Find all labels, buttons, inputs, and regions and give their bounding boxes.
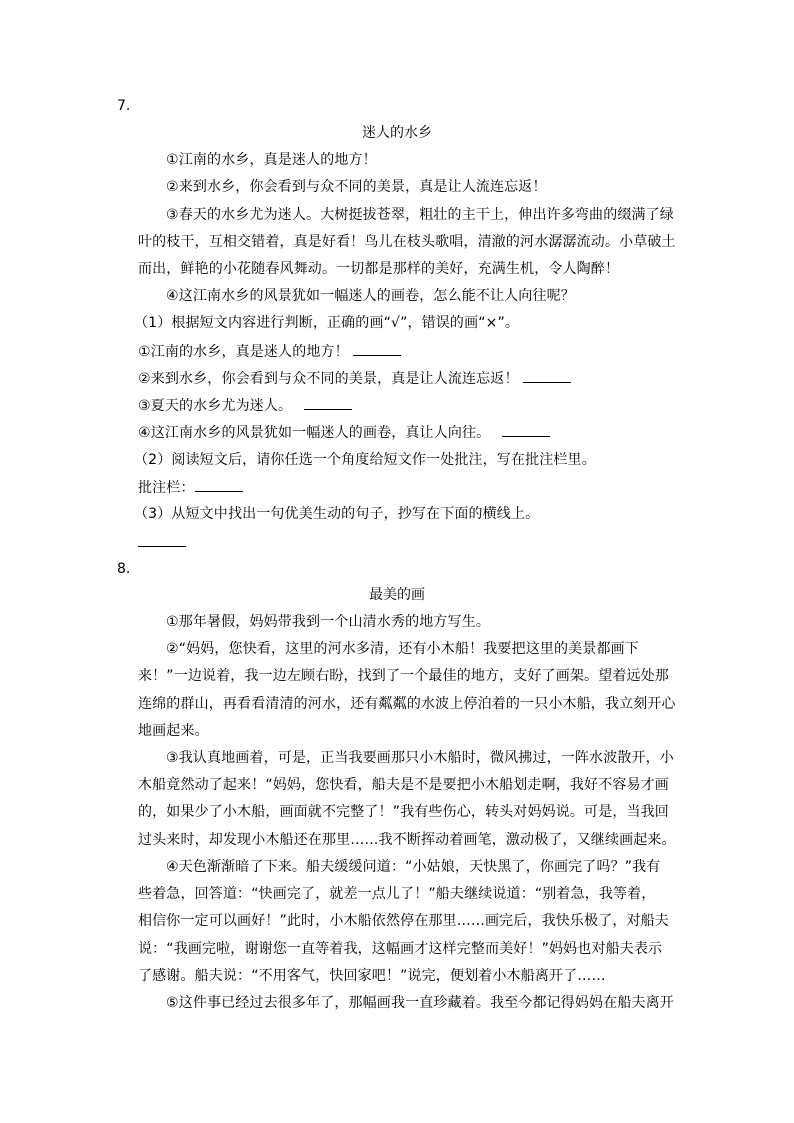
passage-8-line-10: ④天色渐渐暗了下来。船夫缓缓问道：“小姑娘，天快黑了，你画完了吗？”我有 [166,859,661,875]
passage-7-line-3: ③春天的水乡尤为迷人。大树挺拔苍翠，粗壮的主干上，伸出许多弯曲的缀满了绿 [166,207,674,223]
passage-8-line-13: 说：“我画完啦，谢谢您一直等着我，这幅画才这样完整而美好！”妈妈也对船夫表示 [138,941,663,957]
judgement-item-3 [138,395,352,416]
annotation-blank[interactable] [195,477,243,492]
sentence-answer-blank[interactable] [138,532,186,547]
passage-8-line-11: 些着急，回答道：“快画完了，就差一点儿了！”船夫继续说道：“别着急，我等着， [138,886,656,902]
passage-8-line-3: 来！”一边说着，我一边左顾右盼，找到了一个最佳的地方，支好了画架。望着远处那 [138,668,669,684]
judgement-item-2-text: ②来到水乡，你会看到与众不同的美景，真是让人流连忘返！ [138,371,519,387]
annotation-row [138,477,243,498]
passage-8-line-14: 了感谢。船夫说：“不用客气，快回家吧！”说完，便划着小木船离开了…… [138,968,606,984]
passage-8-line-9: 过头来时，却发现小木船还在那里……我不断挥动着画笔，激动极了，又继续画起来。 [138,832,676,848]
question-number-7: 7. [117,98,131,114]
passage-8-line-6: ③我认真地画着，可是，正当我要画那只小木船时，微风拂过，一阵水波散开，小 [166,750,674,766]
judgement-item-2 [138,368,571,389]
sub-question-1: （1）根据短文内容进行判断，正确的画“√”，错误的画“×”。 [134,315,520,331]
passage-8-line-1: ①那年暑假，妈妈带我到一个山清水秀的地方写生。 [166,614,490,630]
answer-blank-3[interactable] [304,395,352,410]
passage-7-line-2: ②来到水乡，你会看到与众不同的美景，真是让人流连忘返！ [166,179,547,195]
passage-title-7: 迷人的水乡 [362,125,432,141]
passage-8-line-15: ⑤这件事已经过去很多年了，那幅画我一直珍藏着。我至今都记得妈妈在船夫离开 [166,995,674,1011]
answer-blank-2[interactable] [523,368,571,383]
passage-title-8: 最美的画 [369,587,425,603]
passage-7-line-1: ①江南的水乡，真是迷人的地方！ [166,152,377,168]
passage-8-line-5: 地画起来。 [138,723,209,739]
passage-7-line-6: ④这江南水乡的风景犹如一幅迷人的画卷，怎么能不让人向往呢？ [166,288,575,304]
answer-blank-4[interactable] [502,422,550,437]
passage-8-line-7: 木船竟然动了起来！“妈妈，您快看，船夫是不是要把小木船划走啊，我好不容易才画 [138,777,669,793]
judgement-item-1-text: ①江南的水乡，真是迷人的地方！ [138,344,349,360]
judgement-item-4 [138,422,550,443]
sub-question-3: （3）从短文中找出一句优美生动的句子，抄写在下面的横线上。 [134,506,540,522]
sentence-answer-row [138,532,186,553]
passage-8-line-2: ②“妈妈，您快看，这里的河水多清，还有小木船！我要把这里的美景都画下 [166,641,639,657]
passage-8-line-8: 的，如果少了小木船，画面就不完整了！”我有些伤心，转头对妈妈说。可是，当我回 [138,804,669,820]
passage-8-line-12: 相信你一定可以画好！”此时，小木船依然停在那里……画完后，我快乐极了，对船夫 [138,913,669,929]
passage-8-line-4: 连绵的群山，再看看清清的河水，还有粼粼的水波上停泊着的一只小木船，我立刻开心 [138,696,676,712]
question-number-8: 8. [117,561,131,577]
judgement-item-4-text: ④这江南水乡的风景犹如一幅迷人的画卷，真让人向往。 [138,425,491,441]
passage-7-line-5: 而出，鲜艳的小花随春风舞动。一切都是那样的美好，充满生机，令人陶醉！ [138,261,620,277]
passage-7-line-4: 叶的枝干，互相交错着，真是好看！鸟儿在枝头歌唱，清澈的河水潺潺流动。小草破土 [138,234,676,250]
judgement-item-3-text: ③夏天的水乡尤为迷人。 [138,398,293,414]
judgement-item-1 [138,341,401,362]
annotation-label: 批注栏： [138,480,195,496]
answer-blank-1[interactable] [353,341,401,356]
sub-question-2: （2）阅读短文后，请你任选一个角度给短文作一处批注，写在批注栏里。 [134,452,596,468]
